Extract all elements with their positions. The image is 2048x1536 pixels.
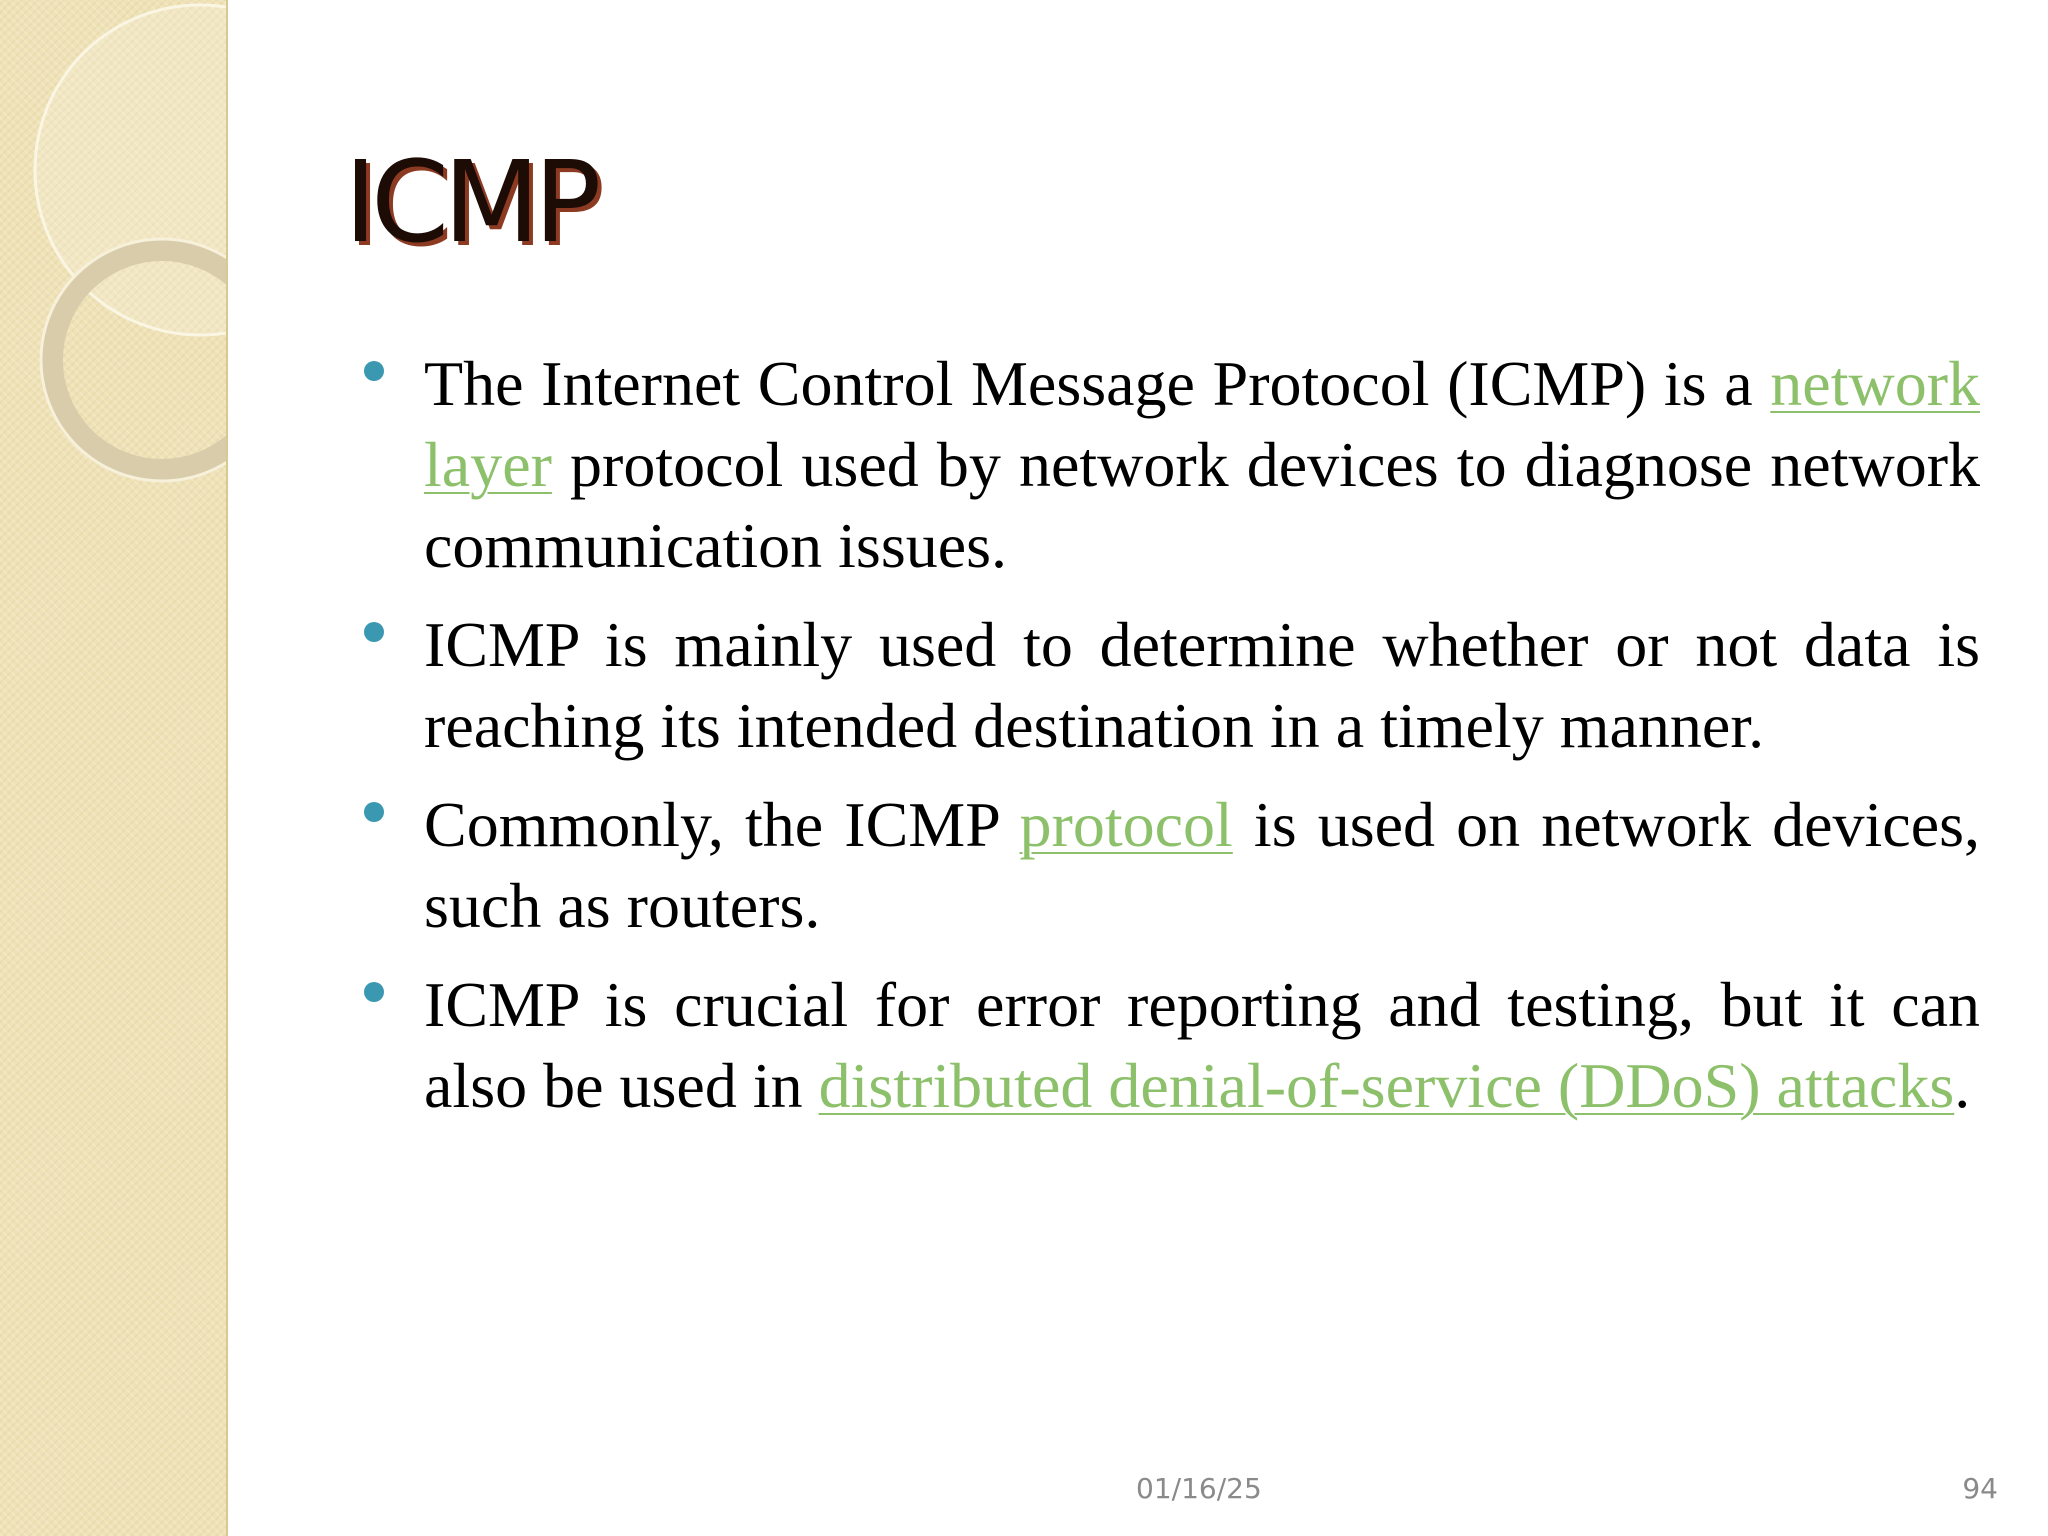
bullet-text: ICMP is crucial for error reporting and testing, but it can also be used in [424, 969, 1980, 1121]
bullet-icon [364, 982, 384, 1002]
bullet-text: ICMP is mainly used to determine whether or not data is reaching its intended destination in a timely manner. [424, 609, 1980, 761]
network-layer-link[interactable]: network layer [424, 348, 1980, 500]
bullet-text: is used on network devices, such as routers. [424, 789, 1981, 941]
bullet-item [424, 964, 1980, 1126]
bullet-text: The Internet Control Message Protocol (ICMP) is a [424, 348, 1771, 419]
decorative-rings-graphic [0, 0, 226, 1536]
page-number: 94 [1962, 1472, 1998, 1505]
protocol-link[interactable]: protocol [1019, 789, 1233, 860]
ddos-attacks-link[interactable]: distributed denial-of-service (DDoS) attacks [818, 1050, 1955, 1121]
bullet-list [424, 343, 1980, 1144]
slide-title: ICMP [344, 138, 596, 268]
footer-date: 01/16/25 [1136, 1472, 1262, 1505]
bullet-item [424, 604, 1980, 766]
bullet-icon [364, 361, 384, 381]
bullet-item [424, 784, 1980, 946]
bullet-icon [364, 802, 384, 822]
bullet-text: protocol used by network devices to diagnose network communication issues. [424, 429, 1980, 581]
bullet-item [424, 343, 1980, 586]
decorative-side-panel [0, 0, 228, 1536]
bullet-icon [364, 622, 384, 642]
bullet-text: . [1954, 1050, 1971, 1121]
bullet-text: Commonly, the ICMP [424, 789, 1020, 860]
